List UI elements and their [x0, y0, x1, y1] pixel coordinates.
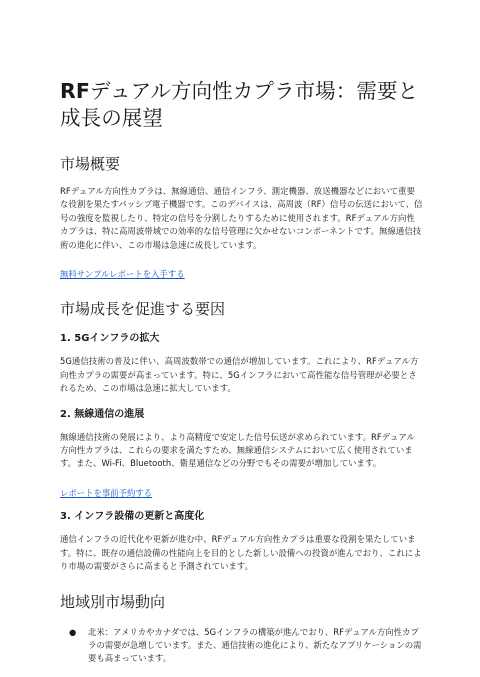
regional-list [60, 626, 423, 666]
driver-heading-5g: 1. 5Gインフラの拡大 [60, 333, 160, 345]
driver-paragraph-5g: 5G通信技術の普及に伴い、高周波数帯での通信が増加しています。これにより、RFデュアル方向性カプラの需要が高まっています。特に、5Gインフラにおいて高性能な信号管理が必要とされるため、この市場は急速に拡大しています。 [60, 356, 419, 394]
title-rest: デュアル方向性カプラ市場：需要と成長の展望 [60, 79, 419, 130]
driver-paragraph-infrastructure: 通信インフラの近代化や更新が進む中、RFデュアル方向性カプラは重要な役割を果たしています。特に、既存の通信設備の性能向上を目的とした新しい設備への投資が進んでおり、これにより市場の需要がさらに高まると予測されています。 [60, 534, 422, 572]
section-heading-regional: 地域別市場動向 [60, 592, 166, 611]
section-heading-drivers: 市場成長を促進する要因 [60, 300, 226, 319]
section-heading-overview: 市場概要 [60, 155, 121, 173]
driver-heading-wireless: 2. 無線通信の進展 [60, 408, 145, 420]
title-bold: RF [60, 79, 90, 103]
pre-order-report-link[interactable]: レポートを事前予約する [60, 487, 153, 498]
regional-north-america-text: 北米：アメリカやカナダでは、5Gインフラの構築が進んでおり、RFデュアル方向性カプラの需要が急増しています。また、通信技術の進化により、新たなアプリケーションの需要も高まっています。 [88, 626, 422, 664]
bullet-icon: ● [69, 626, 77, 637]
driver-heading-infrastructure: 3. インフラ設備の更新と高度化 [60, 511, 205, 523]
free-sample-link[interactable]: 無料サンプルレポートを入手する [60, 269, 185, 280]
list-item [60, 626, 423, 666]
page-title [60, 78, 423, 132]
overview-paragraph: RFデュアル方向性カプラは、無線通信、通信インフラ、測定機器、放送機器などにおいて重要な役割を果たすパッシブ電子機器です。このデバイスは、高周波（RF）信号の伝送において、信号の強度を監視したり、特定の信号を分割したりするために使用されます。RFデュアル方向性カプラは、特に高周波帯域での効率的な信号管理に欠かせないコンポーネントです。無線通信技術の進化に伴い、この市場は急速に成長しています。 [60, 186, 423, 250]
driver-paragraph-wireless: 無線通信技術の発展により、より高精度で安定した信号伝送が求められています。RFデュアル方向性カプラは、これらの要求を満たすため、無線通信システムにおいて広く使用されています。また、Wi-Fi、Bluetooth、衛星通信などの分野でもその需要が増加しています。 [60, 431, 415, 469]
